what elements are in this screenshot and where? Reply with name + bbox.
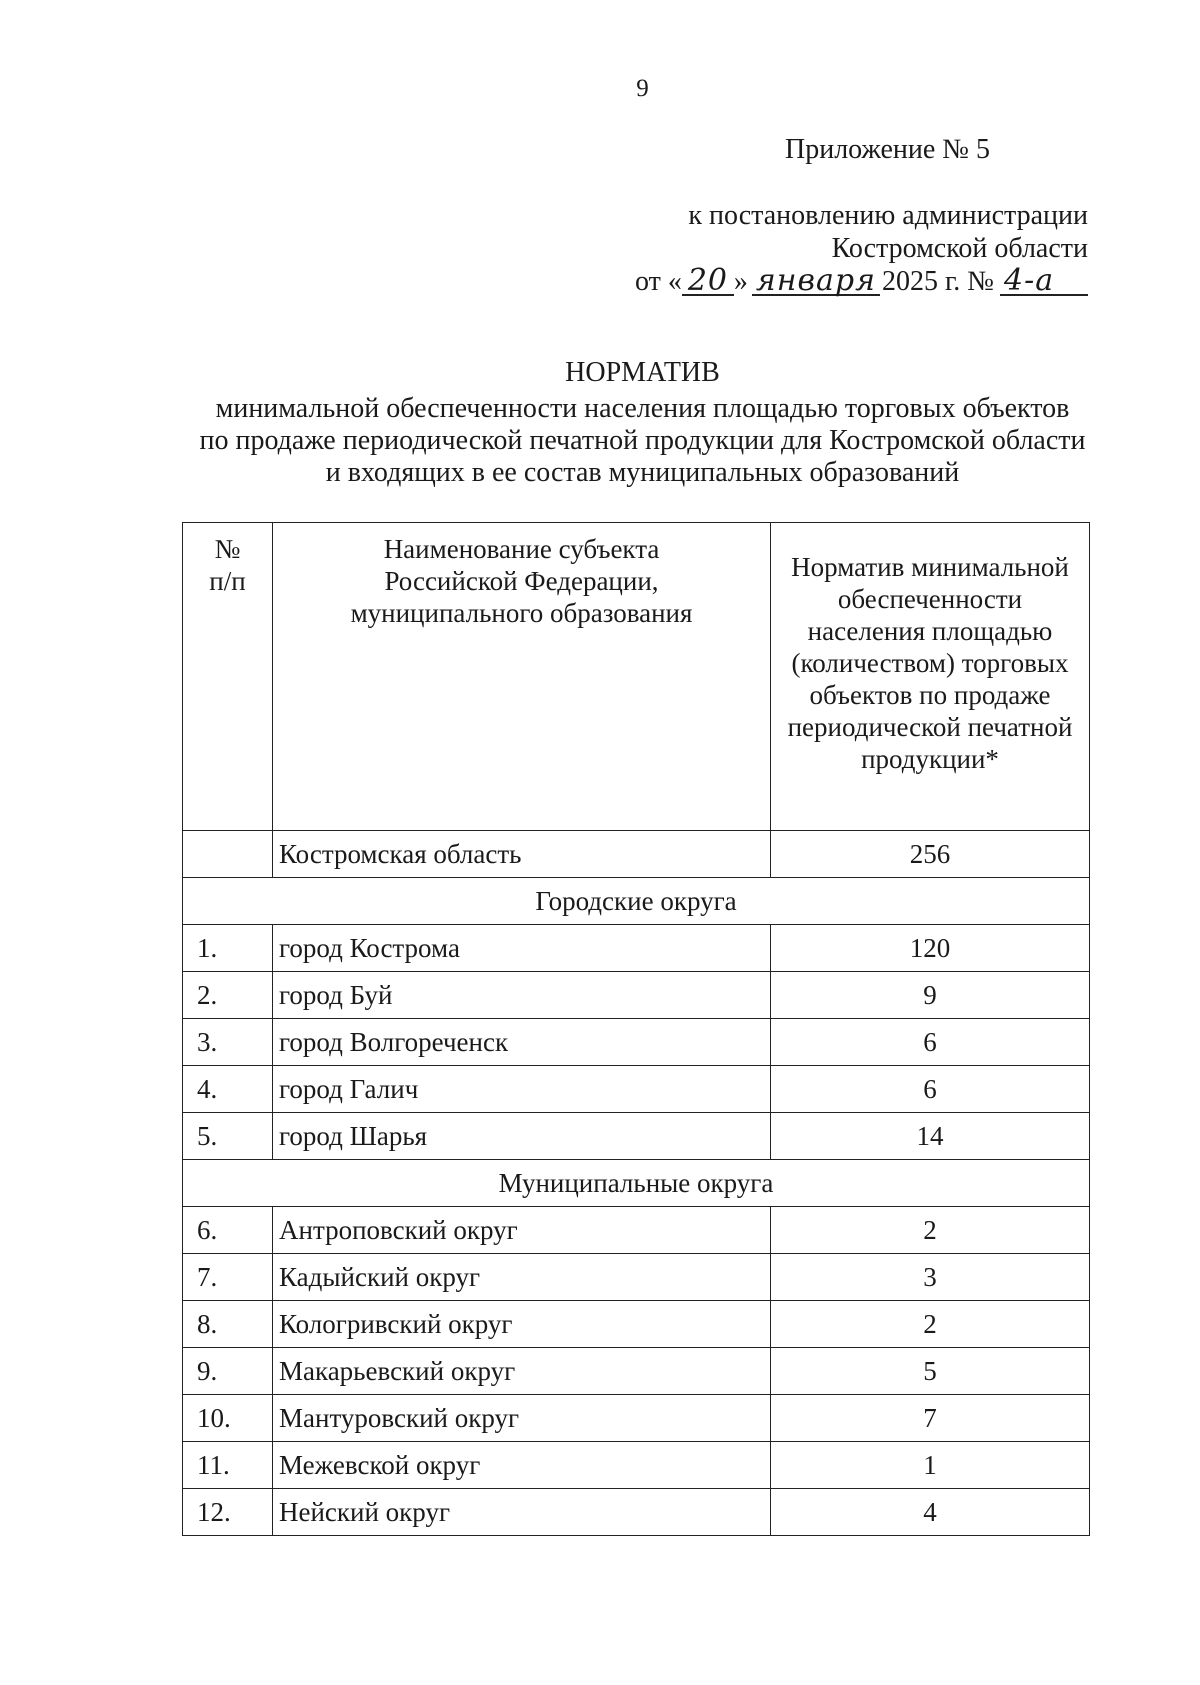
row-name: Межевской округ	[273, 1442, 771, 1489]
table-row	[183, 1066, 1090, 1113]
section-municipal-label: Муниципальные округа	[183, 1160, 1090, 1207]
section-header-urban	[183, 878, 1090, 925]
row-name: город Галич	[273, 1066, 771, 1113]
decree-quote-close: »	[733, 266, 748, 297]
table-row	[183, 1395, 1090, 1442]
decree-month-handwritten: января	[752, 268, 880, 296]
row-value: 2	[771, 1207, 1090, 1254]
row-number: 11.	[183, 1442, 273, 1489]
row-number: 12.	[183, 1489, 273, 1536]
decree-date-prefix: от «	[635, 266, 682, 297]
header-name-line-3: муниципального образования	[350, 598, 693, 628]
row-name: Нейский округ	[273, 1489, 771, 1536]
row-value: 5	[771, 1348, 1090, 1395]
title-main: НОРМАТИВ	[565, 357, 720, 388]
row-value: 7	[771, 1395, 1090, 1442]
table-row	[183, 1254, 1090, 1301]
row-number: 4.	[183, 1066, 273, 1113]
table-row	[183, 1301, 1090, 1348]
row-value: 1	[771, 1442, 1090, 1489]
title-sub-line-3: и входящих в ее состав муниципальных образований	[325, 457, 960, 488]
row-number: 5.	[183, 1113, 273, 1160]
row-number: 9.	[183, 1348, 273, 1395]
row-name: город Буй	[273, 972, 771, 1019]
decree-year: 2025 г. №	[881, 266, 994, 297]
row-number: 1.	[183, 925, 273, 972]
header-value-line-2: обеспеченности	[837, 584, 1023, 614]
row-number: 3.	[183, 1019, 273, 1066]
table-row-region	[183, 831, 1090, 878]
appendix-label: Приложение № 5	[785, 134, 990, 165]
row-name: Антроповский округ	[273, 1207, 771, 1254]
table-row	[183, 1348, 1090, 1395]
header-name	[273, 523, 771, 831]
row-name: Мантуровский округ	[273, 1395, 771, 1442]
row-name: город Кострома	[273, 925, 771, 972]
row-value: 6	[771, 1066, 1090, 1113]
header-value-line-1: Норматив минимальной	[791, 552, 1069, 582]
row-number: 10.	[183, 1395, 273, 1442]
decree-date-line	[568, 265, 1088, 298]
norm-table	[182, 522, 1090, 1536]
region-value: 256	[771, 831, 1090, 878]
title-subtitle	[0, 393, 1200, 489]
table-row	[183, 1019, 1090, 1066]
table-row	[183, 1489, 1090, 1536]
section-urban-label: Городские округа	[183, 878, 1090, 925]
decree-number-handwritten: 4-а	[1000, 268, 1088, 296]
header-norm-value	[771, 523, 1090, 831]
header-value-line-7: продукции*	[861, 744, 999, 774]
table-header-row	[183, 523, 1090, 831]
table-row	[183, 1207, 1090, 1254]
header-number-line-1: №	[214, 534, 241, 564]
decree-line-1: к постановлению администрации	[688, 200, 1088, 231]
header-value-line-3: населения площадью	[807, 616, 1053, 646]
table-row	[183, 1442, 1090, 1489]
row-value: 120	[771, 925, 1090, 972]
row-name: город Шарья	[273, 1113, 771, 1160]
row-value: 4	[771, 1489, 1090, 1536]
title-sub-line-1: минимальной обеспеченности населения площадью торговых объектов	[215, 393, 1070, 424]
document-title	[0, 357, 1200, 489]
title-sub-line-2: по продаже периодической печатной продукции для Костромской области	[199, 425, 1086, 456]
row-value: 9	[771, 972, 1090, 1019]
table-row	[183, 1113, 1090, 1160]
row-value: 2	[771, 1301, 1090, 1348]
header-name-line-2: Российской Федерации,	[384, 566, 659, 596]
row-name: Кадыйский округ	[273, 1254, 771, 1301]
page-number: 9	[636, 75, 649, 102]
row-name: город Волгореченск	[273, 1019, 771, 1066]
row-number: 2.	[183, 972, 273, 1019]
header-number-line-2: п/п	[209, 566, 246, 596]
table-row	[183, 925, 1090, 972]
header-value-line-4: (количеством) торговых	[791, 648, 1069, 678]
decree-line-2: Костромской области	[831, 233, 1088, 264]
header-value-line-5: объектов по продаже	[809, 680, 1051, 710]
row-name: Макарьевский округ	[273, 1348, 771, 1395]
header-number	[183, 523, 273, 831]
section-header-municipal	[183, 1160, 1090, 1207]
decree-reference	[568, 199, 1088, 298]
row-value: 14	[771, 1113, 1090, 1160]
region-name: Костромская область	[273, 831, 771, 878]
region-num-cell	[183, 831, 273, 878]
row-number: 7.	[183, 1254, 273, 1301]
table-row	[183, 972, 1090, 1019]
row-number: 6.	[183, 1207, 273, 1254]
row-number: 8.	[183, 1301, 273, 1348]
row-value: 3	[771, 1254, 1090, 1301]
decree-day-handwritten: 20	[682, 268, 734, 296]
header-name-line-1: Наименование субъекта	[383, 534, 660, 564]
row-value: 6	[771, 1019, 1090, 1066]
row-name: Кологривский округ	[273, 1301, 771, 1348]
header-value-line-6: периодической печатной	[787, 712, 1073, 742]
